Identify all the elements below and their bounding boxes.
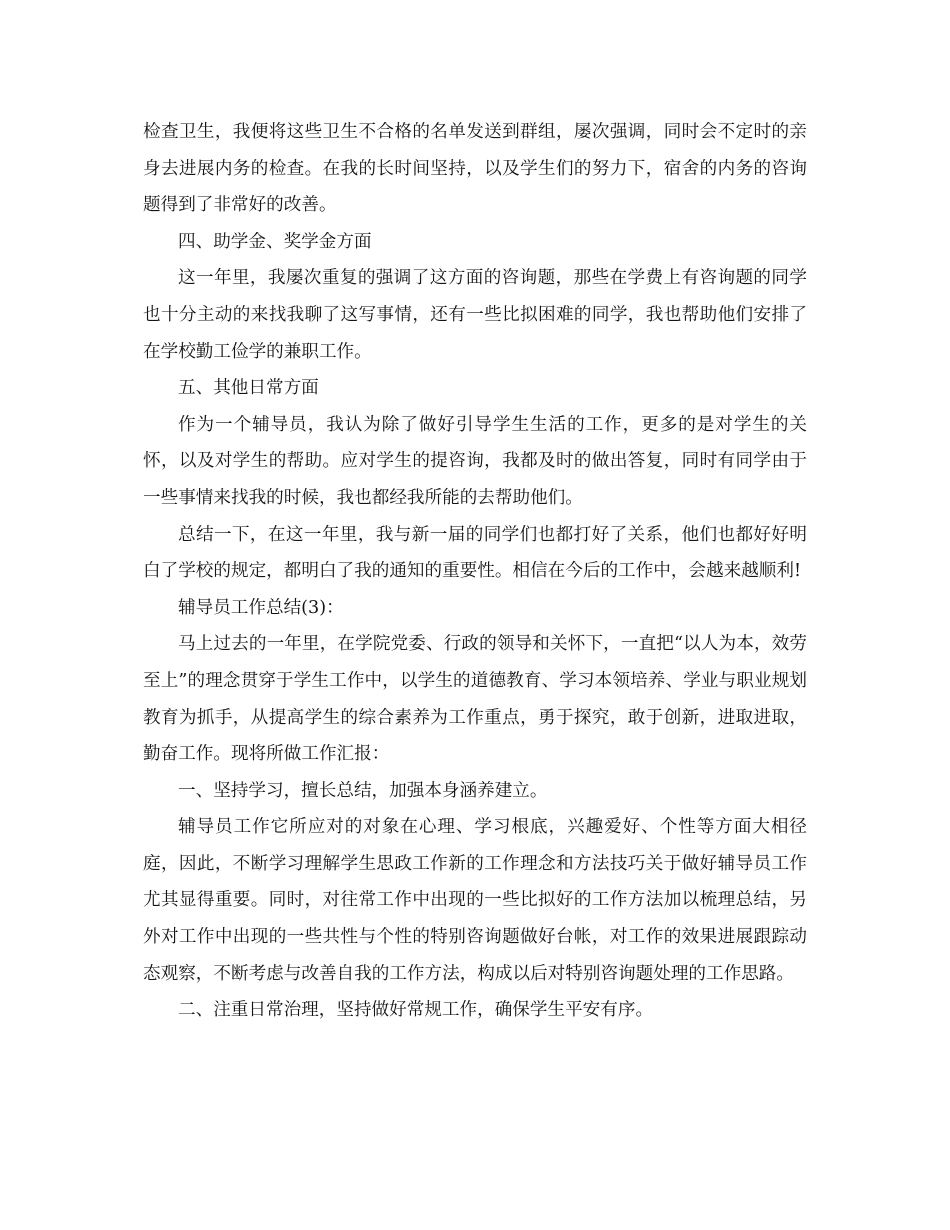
heading-other-daily: 五、其他日常方面 bbox=[178, 378, 319, 399]
paragraph-summary: 总结一下，在这一年里，我与新一届的同学们也都打好了关系，他们也都好好明白了学校的规定，都明白了我的通知的重要性。相信在今后的工作中，会越来越顺利! bbox=[143, 524, 807, 582]
paragraph-other-daily: 作为一个辅导员，我认为除了做好引导学生生活的工作，更多的是对学生的关怀，以及对学生的帮助。应对学生的提咨询，我都及时的做出答复，同时有同学由于一些事情来找我的时候，我也都经我所能的去帮助他们。 bbox=[143, 414, 807, 508]
paragraph-hygiene-continued: 检查卫生，我便将这些卫生不合格的名单发送到群组，屡次强调，同时会不定时的亲身去进展内务的检查。在我的长时间坚持，以及学生们的努力下，宿舍的内务的咨询题得到了非常好的改善。 bbox=[143, 122, 807, 216]
heading-summary-3: 辅导员工作总结(3)： bbox=[178, 597, 344, 618]
paragraph-scholarship: 这一年里，我屡次重复的强调了这方面的咨询题，那些在学费上有咨询题的同学也十分主动的来找我聊了这写事情，还有一些比拟困难的同学，我也帮助他们安排了在学校勤工俭学的兼职工作。 bbox=[143, 268, 807, 362]
heading-section-1: 一、坚持学习，擅长总结，加强本身涵养建立。 bbox=[178, 780, 548, 801]
paragraph-intro-3: 马上过去的一年里，在学院党委、行政的领导和关怀下，一直把“以人为本，效劳至上”的理念贯穿于学生工作中，以学生的道德教育、学习本领培养、学业与职业规划教育为抓手，从提高学生的综合素养为工作重点，勇于探究，敢于创新，进取进取，勤奋工作。现将所做工作汇报： bbox=[143, 634, 807, 765]
paragraph-section-1: 辅导员工作它所应对的对象在心理、学习根底，兴趣爱好、个性等方面大相径庭，因此，不断学习理解学生思政工作新的工作理念和方法技巧关于做好辅导员工作尤其显得重要。同时，对往常工作中出现的一些比拟好的工作方法加以梳理总结，另外对工作中出现的一些共性与个性的特别咨询题做好台帐，对工作的效果进展跟踪动态观察，不断考虑与改善自我的工作方法，构成以后对特别咨询题处理的工作思路。 bbox=[143, 817, 807, 984]
heading-section-2: 二、注重日常治理，坚持做好常规工作，确保学生平安有序。 bbox=[178, 1000, 654, 1021]
heading-scholarship: 四、助学金、奖学金方面 bbox=[178, 231, 372, 252]
document-body bbox=[143, 114, 807, 1029]
